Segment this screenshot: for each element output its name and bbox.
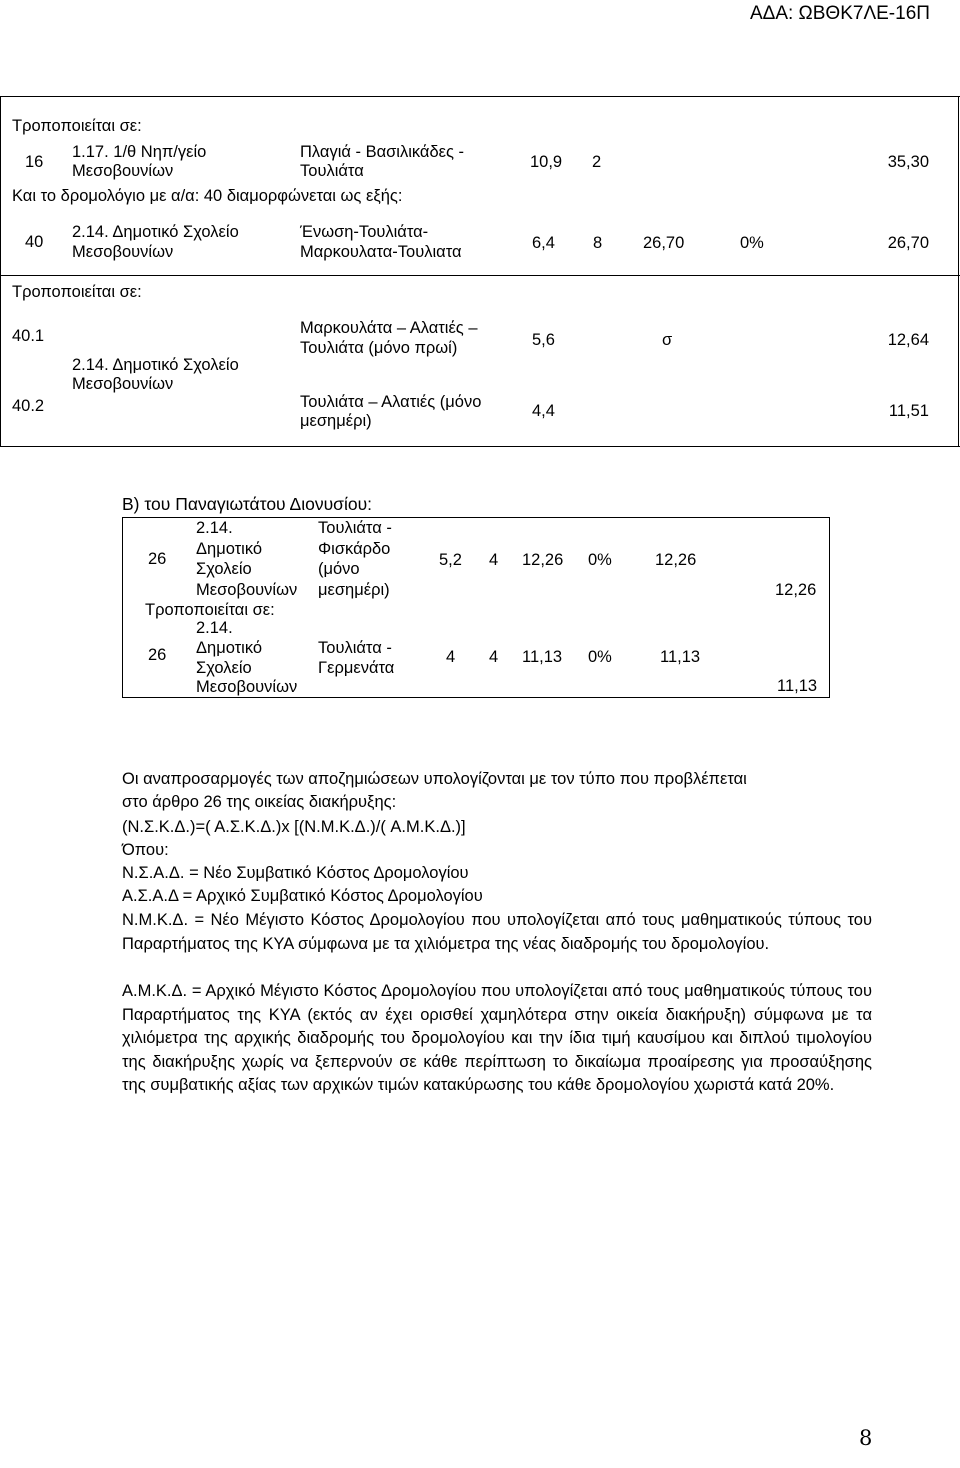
- km-value: 4: [446, 648, 456, 666]
- route-name: Ένωση-Τουλιάτα-: [300, 223, 429, 241]
- row-number: 40.2: [12, 397, 45, 415]
- table1-bottom-border: [0, 446, 960, 447]
- school-name: Δημοτικό: [196, 639, 263, 657]
- route-name: Τουλιάτα (μόνο πρωί): [300, 339, 458, 357]
- definition-nskd: Ν.Σ.Α.Δ. = Νέο Συμβατικό Κόστος Δρομολογίου: [122, 864, 469, 882]
- school-code: 2.14.: [196, 619, 233, 637]
- percent-value: 0%: [588, 648, 612, 666]
- ada-code: ΑΔΑ: ΩΒΘΚ7ΛΕ-16Π: [749, 3, 930, 24]
- school-code: 2.14. Δημοτικό Σχολείο: [72, 356, 239, 374]
- km-value: 6,4: [532, 234, 555, 252]
- count-value: 8: [593, 234, 603, 252]
- route-name: Τουλιάτα -: [318, 519, 392, 537]
- table2-right-border: [829, 517, 830, 698]
- section-title: Β) του Παναγιωτάτου Διονυσίου:: [122, 494, 372, 514]
- count-value: 4: [489, 551, 499, 569]
- section-heading: Τροποποιείται σε:: [12, 283, 142, 301]
- route-name: Γερμενάτα: [318, 659, 395, 677]
- route-name: Φισκάρδο: [318, 540, 391, 558]
- percent-value: 0%: [740, 234, 764, 252]
- count-value: 2: [592, 153, 602, 171]
- final-value: 12,26: [655, 551, 697, 569]
- table1-right-border: [958, 96, 959, 447]
- paragraph-line: στο άρθρο 26 της οικείας διακήρυξης:: [122, 793, 397, 811]
- school-code: 1.17. 1/θ Νηπ/γείο: [72, 143, 207, 161]
- km-value: 4,4: [532, 402, 555, 420]
- route-name: μεσημέρι): [318, 581, 390, 599]
- km-value: 5,2: [439, 551, 462, 569]
- row-divider: [0, 275, 960, 276]
- route-name: μεσημέρι): [300, 412, 372, 430]
- row-number: 26: [148, 646, 167, 664]
- route-name: Μαρκουλάτα – Αλατιές –: [300, 319, 478, 337]
- school-name: Μεσοβουνίων: [72, 375, 174, 393]
- school-name: Σχολείο: [196, 560, 252, 578]
- definition-askd: Α.Σ.Α.Δ = Αρχικό Συμβατικό Κόστος Δρομολογίου: [122, 887, 483, 905]
- km-value: 10,9: [530, 153, 563, 171]
- row-number: 40.1: [12, 327, 45, 345]
- school-name: Μεσοβουνίων: [72, 243, 174, 261]
- route-name: (μόνο: [318, 560, 360, 578]
- section-heading: Τροποποιείται σε:: [12, 117, 142, 135]
- route-name: Τουλιάτα -: [318, 639, 392, 657]
- definition-amkd: Α.Μ.Κ.Δ. = Αρχικό Μέγιστο Κόστος Δρομολογίου που υπολογίζεται από τους μαθηματικούς τύπους του Παραρτήματος της ΚΥΑ (εκτός αν έχει ορισθεί χαμηλότερα στην οικεία διακήρυξη) σύμφωνα με τα χιλιόμετρα της αρχικής διαδρομής του δρομολογίου και την ίδια τιμή καυσίμου και διπλού τιμολογίου της διακήρυξης χωρίς να ξεπερνούν σε κάθε περίπτωση το δικαίωμα προαίρεσης για προσαύξησης της συμβατικής αξίας των αρχικών τιμών κατακύρωσης του κάθε δρομολογίου χωριστά κατά 20%.: [122, 982, 872, 1095]
- route-name: Μαρκουλατα-Τουλιατα: [300, 243, 462, 261]
- where-label: Όπου:: [122, 841, 169, 859]
- cost-value: 11,13: [522, 648, 563, 666]
- total-value: 11,13: [777, 677, 818, 695]
- table2-left-border: [122, 517, 123, 698]
- final-value: 26,70: [887, 234, 929, 252]
- school-name: Μεσοβουνίων: [196, 678, 298, 696]
- page-number: 8: [859, 1426, 873, 1450]
- route-name: Πλαγιά - Βασιλικάδες -: [300, 143, 465, 161]
- route-name: Τουλιάτα: [300, 162, 364, 180]
- school-code: 2.14.: [196, 519, 233, 537]
- km-value: 5,6: [532, 331, 555, 349]
- row-number: 16: [25, 153, 44, 171]
- school-name: Δημοτικό: [196, 540, 263, 558]
- total-value: 12,26: [775, 581, 817, 599]
- section-heading: Τροποποιείται σε:: [145, 601, 275, 619]
- percent-value: 0%: [588, 551, 612, 569]
- formula: (Ν.Σ.Κ.Δ.)=( Α.Σ.Κ.Δ.)x [(Ν.Μ.Κ.Δ.)/( Α.Μ.Κ.Δ.)]: [122, 818, 466, 836]
- note-text: Και το δρομολόγιο με α/α: 40 διαμορφώνεται ως εξής:: [12, 187, 403, 205]
- cost-value: 12,26: [522, 551, 564, 569]
- school-code: 2.14. Δημοτικό Σχολείο: [72, 223, 239, 241]
- row-number: 26: [148, 550, 167, 568]
- row-number: 40: [25, 233, 44, 251]
- cost-value: 26,70: [643, 234, 685, 252]
- school-name: Μεσοβουνίων: [196, 581, 298, 599]
- cost-value: 12,64: [887, 331, 929, 349]
- table1-top-border: [0, 96, 960, 97]
- table2-bottom-border: [122, 697, 830, 698]
- table2-top-border: [122, 517, 830, 518]
- cost-value: 35,30: [887, 153, 929, 171]
- count-value: 4: [489, 648, 499, 666]
- definition-nmkd: Ν.Μ.Κ.Δ. = Νέο Μέγιστο Κόστος Δρομολογίου που υπολογίζεται από τους μαθηματικούς τύπους του Παραρτήματος της ΚΥΑ σύμφωνα με τα χιλιόμετρα της νέας διαδρομής του δρομολογίου.: [122, 911, 872, 953]
- cost-value: 11,51: [888, 402, 929, 420]
- route-name: Τουλιάτα – Αλατιές (μόνο: [300, 393, 482, 411]
- final-value: 11,13: [660, 648, 701, 666]
- paragraph-line: Οι αναπροσαρμογές των αποζημιώσεων υπολογίζονται με τον τύπο που προβλέπεται: [122, 770, 747, 788]
- table1-left-border: [0, 96, 1, 447]
- sigma-value: σ: [662, 331, 673, 349]
- school-name: Μεσοβουνίων: [72, 162, 174, 180]
- school-name: Σχολείο: [196, 659, 252, 677]
